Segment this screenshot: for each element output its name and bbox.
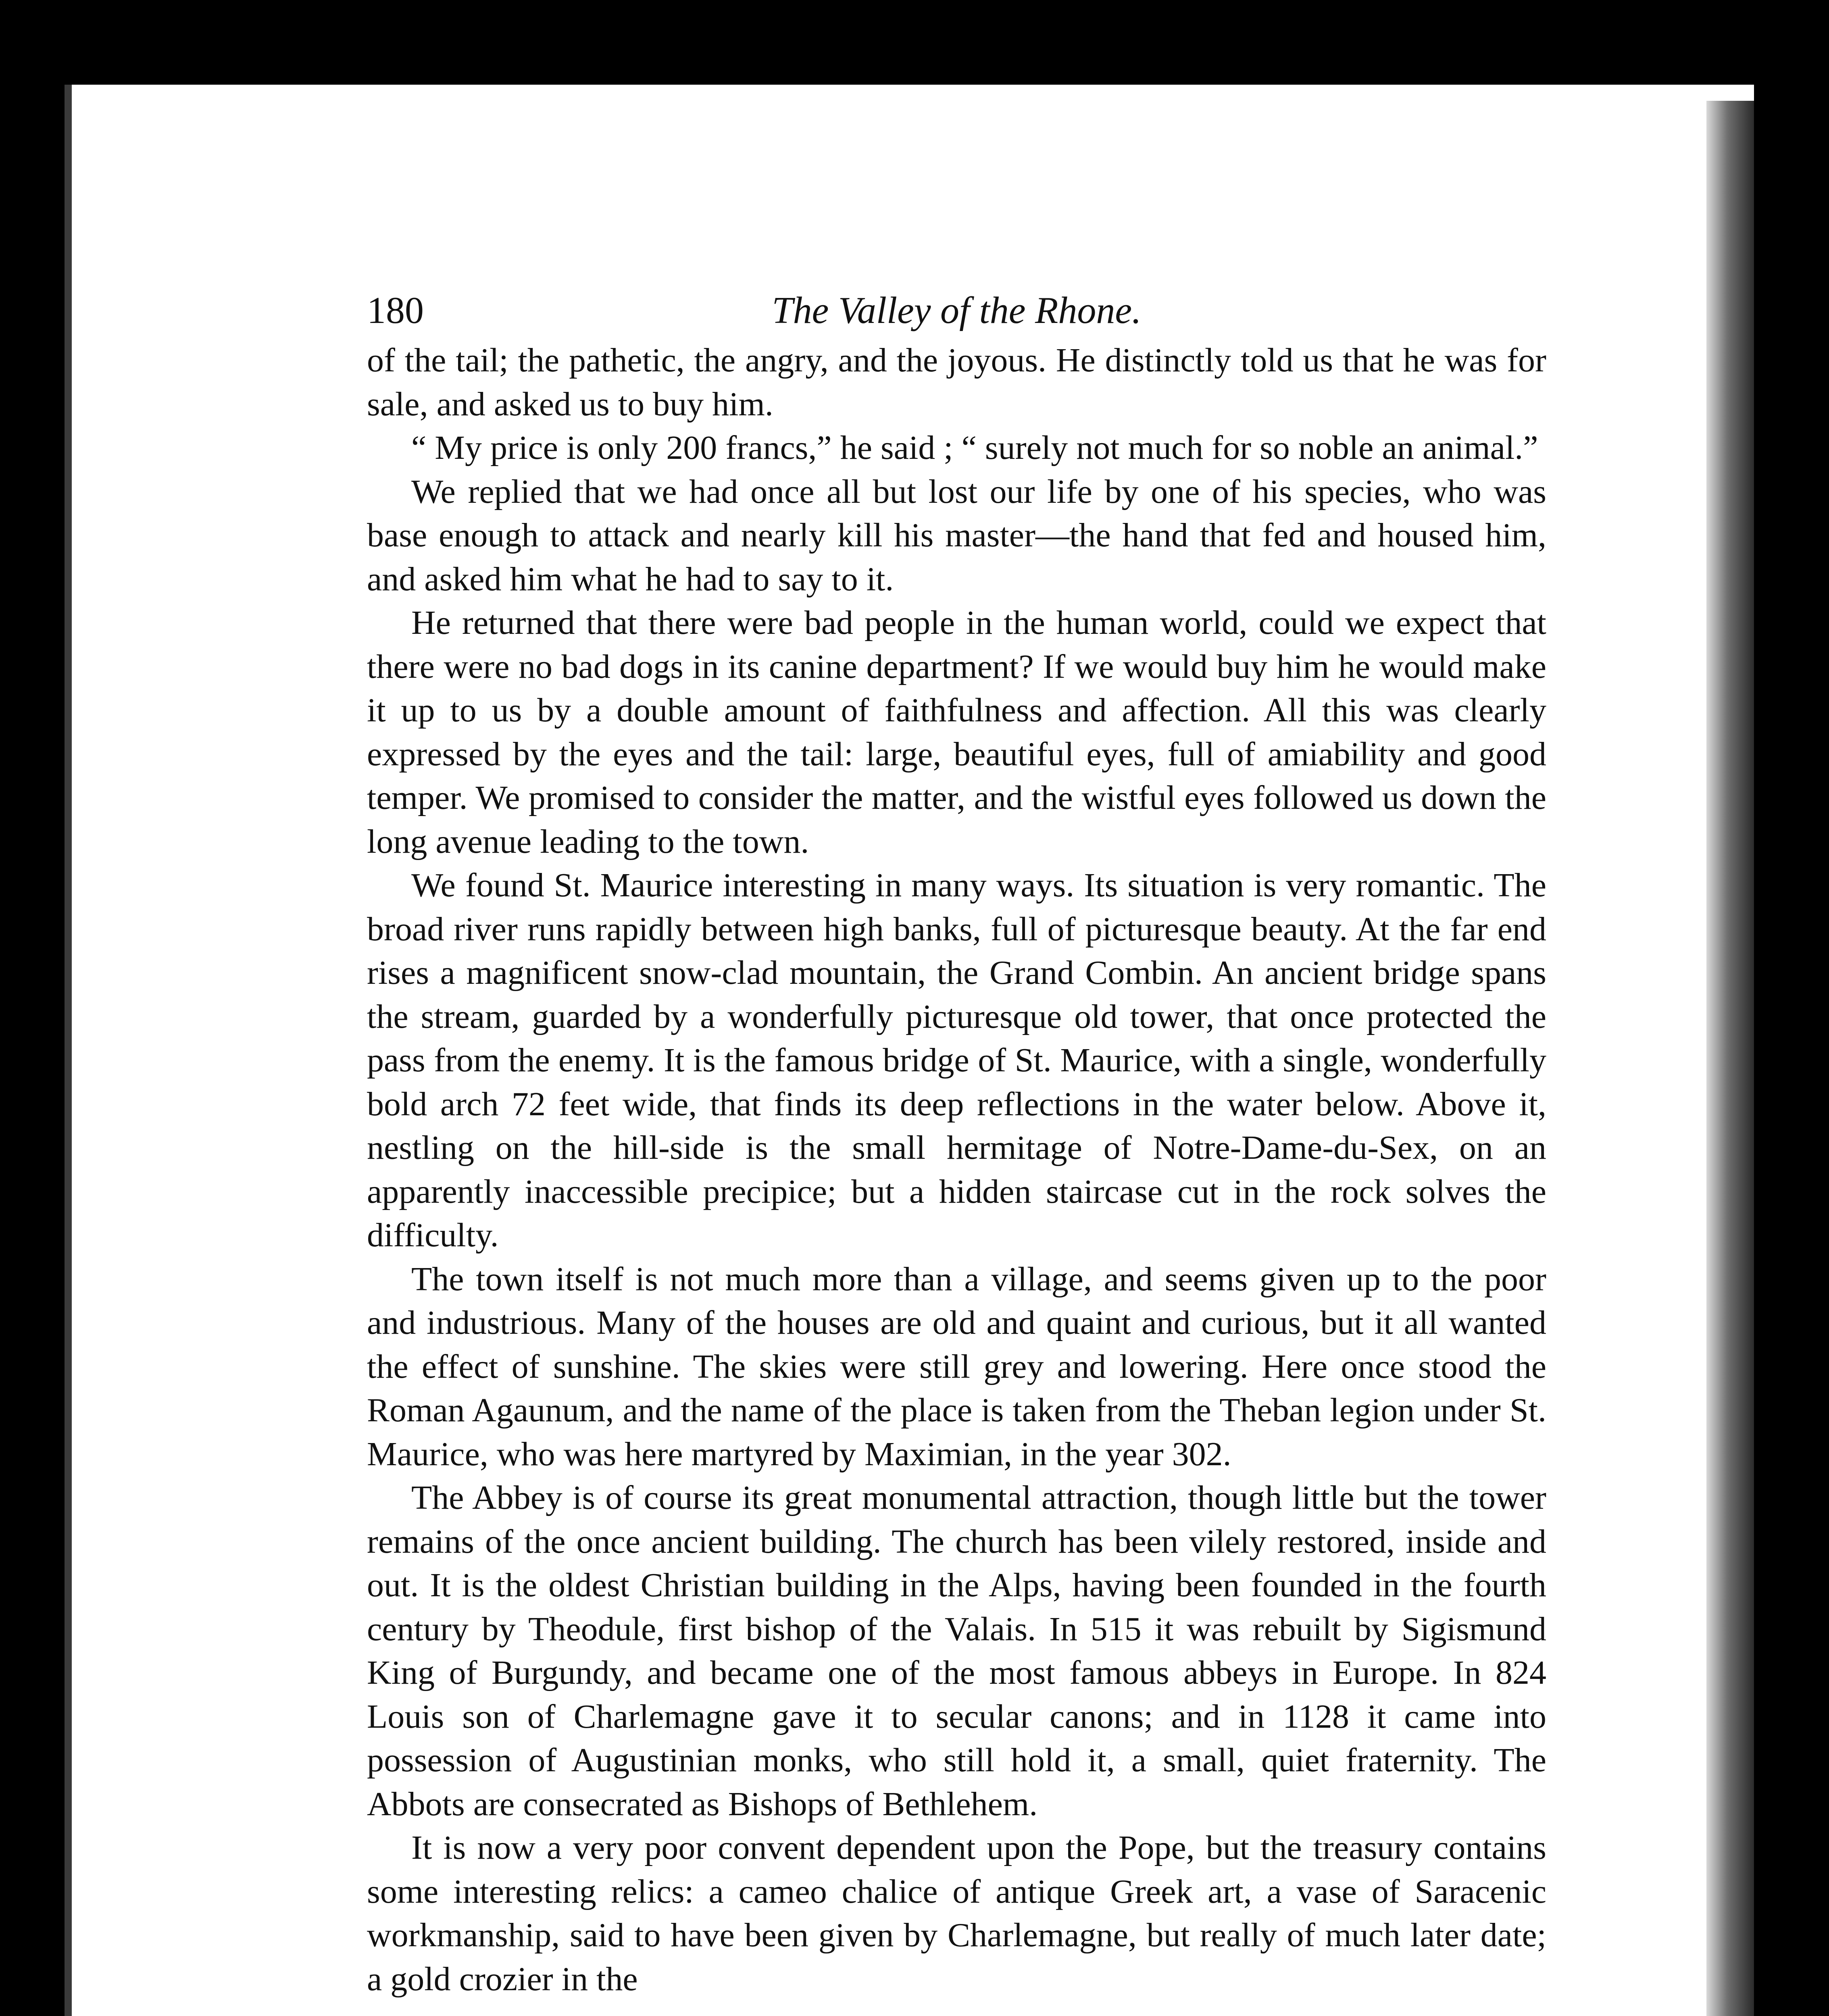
body-text (367, 339, 1546, 2001)
paragraph-6: The town itself is not much more than a village, and seems given up to the poor and industrious. Many of the houses are old and quaint and curious, but it all wanted the effect of sunshine. The skies were still grey and lowering. Here once stood the Roman Agaunum, and the name of the place is taken from the Theban legion under St. Maurice, who was here martyred by Maximian, in the year 302. (367, 1260, 1546, 1473)
paragraph-7: The Abbey is of course its great monumental attraction, though little but the tower remains of the once ancient building. The church has been vilely restored, inside and out. It is the oldest Christian building in the Alps, having been founded in the fourth century by Theodule, first bishop of the Valais. In 515 it was rebuilt by Sigismund King of Burgundy, and became one of the most famous abbeys in Europe. In 824 Louis son of Charlemagne gave it to secular canons; and in 1128 it came into possession of Augustinian monks, who still hold it, a small, quiet fraternity. The Abbots are consecrated as Bishops of Bethlehem. (367, 1479, 1546, 1823)
paragraph-4: He returned that there were bad people in the human world, could we expect that there were no bad dogs in its canine department? If we would buy him he would make it up to us by a double amount of faithfulness and affection. All this was clearly expressed by the eyes and the tail: large, beautiful eyes, full of amiability and good temper. We promised to consider the matter, and the wistful eyes followed us down the long avenue leading to the town. (367, 604, 1546, 860)
running-head (367, 282, 1546, 339)
page-left-edge (65, 85, 72, 2016)
paragraph-8: It is now a very poor convent dependent upon the Pope, but the treasury contains some interesting relics: a cameo chalice of antique Greek art, a vase of Saracenic workmanship, said to have been given by Charlemagne, but really of much later date; a gold crozier in the (367, 1829, 1546, 1998)
page-right-edge-shadow (1706, 101, 1754, 2016)
paragraph-5: We found St. Maurice interesting in many ways. Its situation is very romantic. The broad river runs rapidly between high banks, full of picturesque beauty. At the far end rises a magnificent snow-clad mountain, the Grand Combin. An ancient bridge spans the stream, guarded by a wonderfully picturesque old tower, that once protected the pass from the enemy. It is the famous bridge of St. Maurice, with a single, wonderfully bold arch 72 feet wide, that finds its deep reflections in the water below. Above it, nestling on the hill-side is the small hermitage of Notre-Dame-du-Sex, on an apparently inaccessible precipice; but a hidden staircase cut in the rock solves the difficulty. (367, 866, 1546, 1254)
page-number: 180 (367, 289, 424, 331)
text-block (367, 282, 1546, 2001)
paragraph-2: “ My price is only 200 francs,” he said ; “ surely not much for so noble an animal.” (411, 429, 1538, 467)
paragraph-3: We replied that we had once all but lost our life by one of his species, who was base enough to attack and nearly kill his master—the hand that fed and housed him, and asked him what he had to say to it. (367, 473, 1546, 598)
running-title: The Valley of the Rhone. (772, 289, 1142, 331)
paragraph-1: of the tail; the pathetic, the angry, and the joyous. He distinctly told us that he was for sale, and asked us to buy him. (367, 342, 1546, 423)
